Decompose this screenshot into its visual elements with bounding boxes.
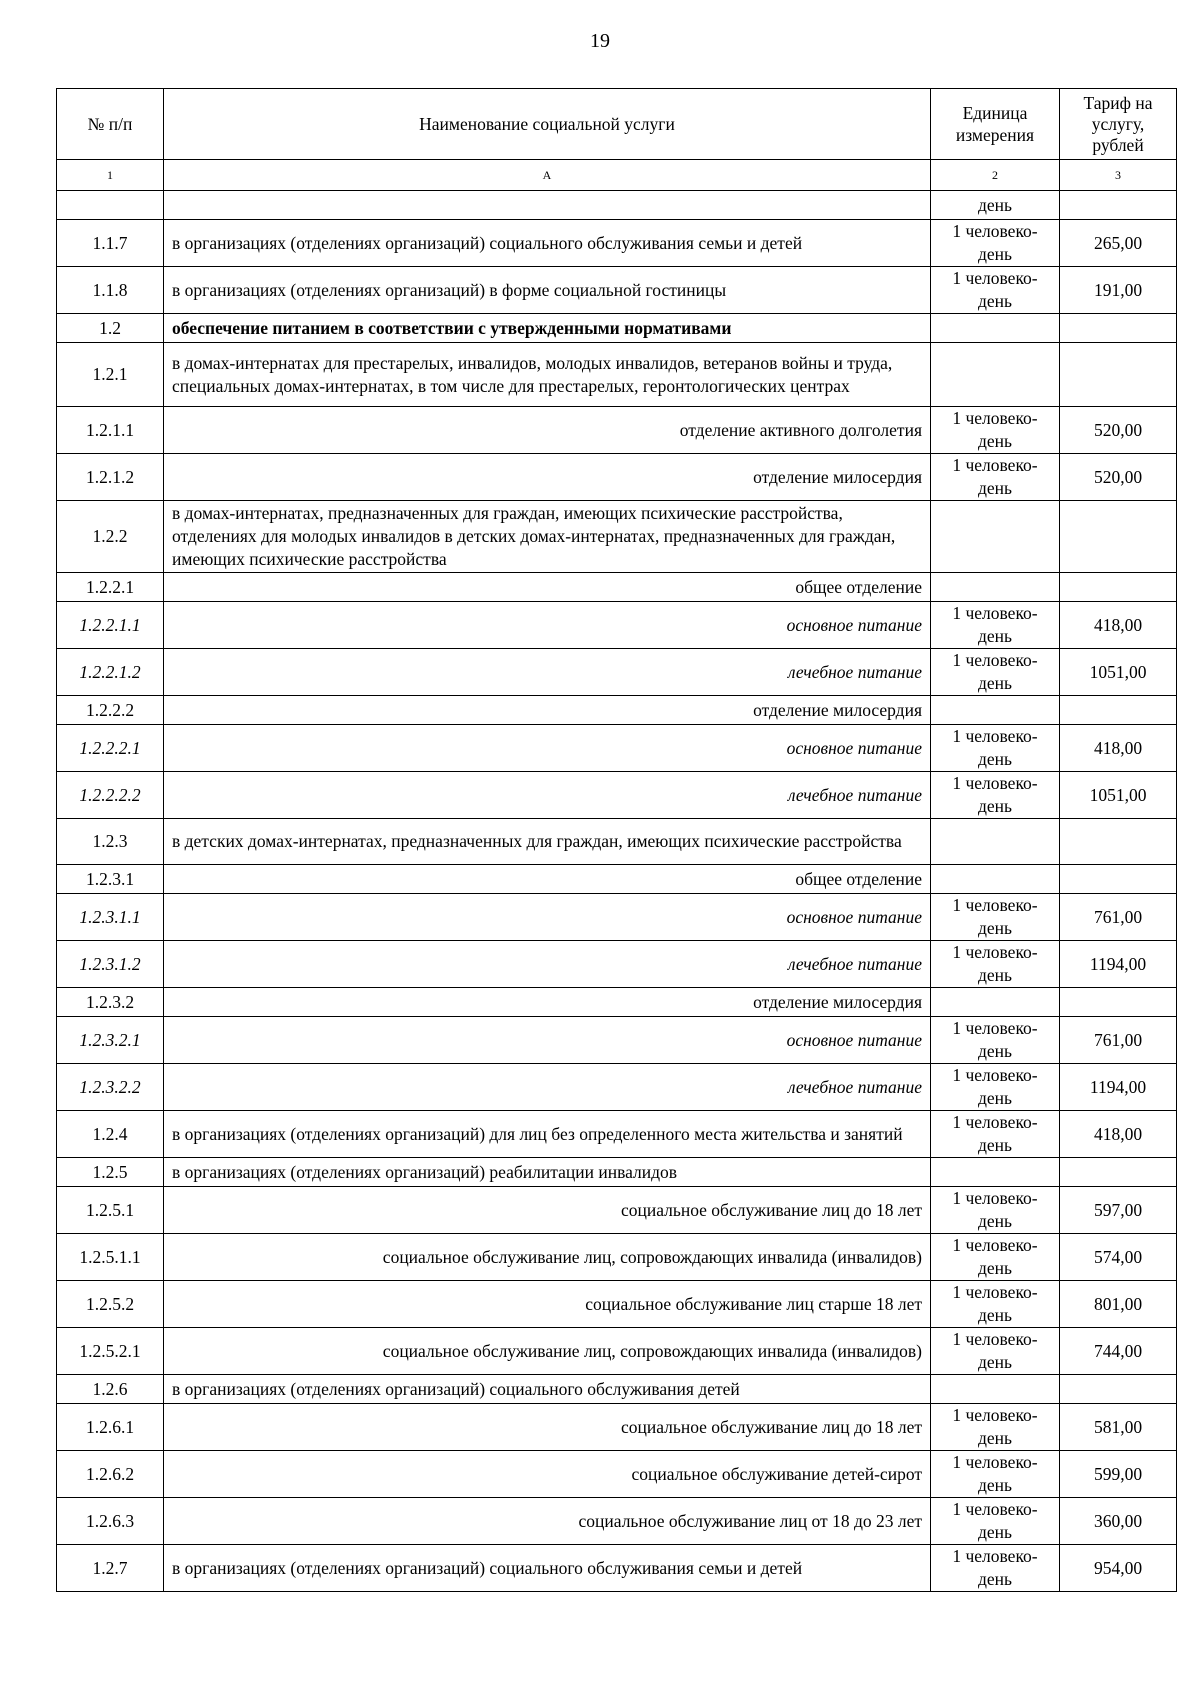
unit-of-measure <box>931 1158 1060 1187</box>
unit-of-measure: 1 человеко-день <box>931 1281 1060 1328</box>
row-number <box>57 191 164 220</box>
unit-of-measure <box>931 696 1060 725</box>
tariff-value <box>1060 988 1177 1017</box>
service-name: отделение милосердия <box>164 988 931 1017</box>
table-row <box>57 602 1177 649</box>
service-name: в организациях (отделениях организаций) для лиц без определенного места жительства и занятий <box>164 1111 931 1158</box>
table-row <box>57 865 1177 894</box>
unit-of-measure <box>931 501 1060 573</box>
unit-of-measure: 1 человеко-день <box>931 1328 1060 1375</box>
row-number: 1.2.7 <box>57 1545 164 1592</box>
tariff-value: 1051,00 <box>1060 649 1177 696</box>
table-row <box>57 1017 1177 1064</box>
service-name: основное питание <box>164 725 931 772</box>
table-row <box>57 819 1177 865</box>
table-row <box>57 1498 1177 1545</box>
unit-of-measure: 1 человеко-день <box>931 1545 1060 1592</box>
tariff-value: 1194,00 <box>1060 941 1177 988</box>
row-number: 1.2.2.2.1 <box>57 725 164 772</box>
tariff-value: 574,00 <box>1060 1234 1177 1281</box>
table-row <box>57 1234 1177 1281</box>
table-row <box>57 314 1177 343</box>
tariff-value <box>1060 343 1177 407</box>
service-name: общее отделение <box>164 865 931 894</box>
table-row <box>57 894 1177 941</box>
unit-of-measure: 1 человеко-день <box>931 1111 1060 1158</box>
row-number: 1.2.2 <box>57 501 164 573</box>
row-number: 1.2.1.2 <box>57 454 164 501</box>
service-name: основное питание <box>164 602 931 649</box>
row-number: 1.2.3.2.1 <box>57 1017 164 1064</box>
tariff-value: 597,00 <box>1060 1187 1177 1234</box>
tariff-value: 520,00 <box>1060 407 1177 454</box>
table-row <box>57 501 1177 573</box>
unit-of-measure <box>931 988 1060 1017</box>
index-unit: 2 <box>931 160 1060 191</box>
table-row <box>57 1281 1177 1328</box>
row-number: 1.2.6 <box>57 1375 164 1404</box>
row-number: 1.2.6.3 <box>57 1498 164 1545</box>
table-row <box>57 1404 1177 1451</box>
tariff-value: 1194,00 <box>1060 1064 1177 1111</box>
tariff-value <box>1060 865 1177 894</box>
unit-of-measure: 1 человеко-день <box>931 894 1060 941</box>
unit-of-measure <box>931 573 1060 602</box>
table-row <box>57 1158 1177 1187</box>
unit-of-measure: 1 человеко-день <box>931 941 1060 988</box>
service-name: социальное обслуживание лиц до 18 лет <box>164 1404 931 1451</box>
tariff-value <box>1060 191 1177 220</box>
row-number: 1.2.5.2 <box>57 1281 164 1328</box>
unit-of-measure: 1 человеко-день <box>931 602 1060 649</box>
header-service-name: Наименование социальной услуги <box>164 89 931 160</box>
service-name: отделение милосердия <box>164 696 931 725</box>
tariff-value: 360,00 <box>1060 1498 1177 1545</box>
service-name <box>164 191 931 220</box>
tariff-value: 191,00 <box>1060 267 1177 314</box>
table-row <box>57 1187 1177 1234</box>
table-row <box>57 1451 1177 1498</box>
tariff-value <box>1060 819 1177 865</box>
tariff-value: 744,00 <box>1060 1328 1177 1375</box>
row-number: 1.2.4 <box>57 1111 164 1158</box>
tariff-value <box>1060 501 1177 573</box>
service-name: социальное обслуживание лиц, сопровождающих инвалида (инвалидов) <box>164 1328 931 1375</box>
service-name: лечебное питание <box>164 941 931 988</box>
row-number: 1.2.2.1.1 <box>57 602 164 649</box>
table-row <box>57 988 1177 1017</box>
table-row <box>57 573 1177 602</box>
row-number: 1.2.1 <box>57 343 164 407</box>
table-row <box>57 1375 1177 1404</box>
service-name: в организациях (отделениях организаций) реабилитации инвалидов <box>164 1158 931 1187</box>
table-row <box>57 696 1177 725</box>
service-name: в организациях (отделениях организаций) социального обслуживания семьи и детей <box>164 220 931 267</box>
tariff-value <box>1060 1158 1177 1187</box>
service-name: общее отделение <box>164 573 931 602</box>
tariff-value: 418,00 <box>1060 602 1177 649</box>
unit-of-measure: 1 человеко-день <box>931 649 1060 696</box>
row-number: 1.2.5.1 <box>57 1187 164 1234</box>
table-row <box>57 772 1177 819</box>
header-num: № п/п <box>57 89 164 160</box>
row-number: 1.2.3.1 <box>57 865 164 894</box>
table-row <box>57 220 1177 267</box>
row-number: 1.2.3.1.1 <box>57 894 164 941</box>
tariff-value: 581,00 <box>1060 1404 1177 1451</box>
tariff-value <box>1060 573 1177 602</box>
service-name: в детских домах-интернатах, предназначенных для граждан, имеющих психические расстройства <box>164 819 931 865</box>
table-row <box>57 454 1177 501</box>
table-row <box>57 343 1177 407</box>
unit-of-measure: 1 человеко-день <box>931 1064 1060 1111</box>
unit-of-measure: 1 человеко-день <box>931 267 1060 314</box>
unit-of-measure <box>931 314 1060 343</box>
unit-of-measure: 1 человеко-день <box>931 725 1060 772</box>
unit-of-measure: 1 человеко-день <box>931 407 1060 454</box>
row-number: 1.2.3.1.2 <box>57 941 164 988</box>
index-tariff: 3 <box>1060 160 1177 191</box>
header-unit: Единица измерения <box>931 89 1060 160</box>
table-row <box>57 649 1177 696</box>
service-name: обеспечение питанием в соответствии с утвержденными нормативами <box>164 314 931 343</box>
tariff-value: 761,00 <box>1060 1017 1177 1064</box>
service-name: социальное обслуживание лиц до 18 лет <box>164 1187 931 1234</box>
row-number: 1.2.5 <box>57 1158 164 1187</box>
tariff-table <box>56 88 1177 1592</box>
row-number: 1.2.6.1 <box>57 1404 164 1451</box>
table-row <box>57 191 1177 220</box>
table-row <box>57 407 1177 454</box>
unit-of-measure <box>931 343 1060 407</box>
column-index-row <box>57 160 1177 191</box>
service-name: в организациях (отделениях организаций) социального обслуживания детей <box>164 1375 931 1404</box>
index-num: 1 <box>57 160 164 191</box>
row-number: 1.2.2.2.2 <box>57 772 164 819</box>
table-row <box>57 1545 1177 1592</box>
unit-of-measure: 1 человеко-день <box>931 1404 1060 1451</box>
row-number: 1.1.7 <box>57 220 164 267</box>
table-row <box>57 267 1177 314</box>
service-name: отделение милосердия <box>164 454 931 501</box>
service-name: в организациях (отделениях организаций) социального обслуживания семьи и детей <box>164 1545 931 1592</box>
unit-of-measure: 1 человеко-день <box>931 1017 1060 1064</box>
index-name: А <box>164 160 931 191</box>
row-number: 1.2.2.2 <box>57 696 164 725</box>
service-name: основное питание <box>164 1017 931 1064</box>
service-name: основное питание <box>164 894 931 941</box>
tariff-value: 954,00 <box>1060 1545 1177 1592</box>
unit-of-measure <box>931 865 1060 894</box>
tariff-value: 265,00 <box>1060 220 1177 267</box>
row-number: 1.2.5.1.1 <box>57 1234 164 1281</box>
service-name: социальное обслуживание лиц, сопровождающих инвалида (инвалидов) <box>164 1234 931 1281</box>
unit-of-measure: день <box>931 191 1060 220</box>
table-row <box>57 725 1177 772</box>
unit-of-measure: 1 человеко-день <box>931 220 1060 267</box>
table-row <box>57 941 1177 988</box>
table-row <box>57 1064 1177 1111</box>
row-number: 1.1.8 <box>57 267 164 314</box>
unit-of-measure <box>931 819 1060 865</box>
tariff-value: 801,00 <box>1060 1281 1177 1328</box>
tariff-value: 520,00 <box>1060 454 1177 501</box>
row-number: 1.2.3.2 <box>57 988 164 1017</box>
service-name: лечебное питание <box>164 772 931 819</box>
row-number: 1.2.6.2 <box>57 1451 164 1498</box>
row-number: 1.2.2.1 <box>57 573 164 602</box>
unit-of-measure <box>931 1375 1060 1404</box>
service-name: лечебное питание <box>164 649 931 696</box>
tariff-value <box>1060 1375 1177 1404</box>
table-header-row <box>57 89 1177 160</box>
table-body <box>57 191 1177 1592</box>
unit-of-measure: 1 человеко-день <box>931 454 1060 501</box>
unit-of-measure: 1 человеко-день <box>931 1234 1060 1281</box>
tariff-value <box>1060 696 1177 725</box>
service-name: в домах-интернатах, предназначенных для граждан, имеющих психические расстройства, отделениях для молодых инвалидов в детских домах-интернатах, предназначенных для граждан, имеющих психические расстройства <box>164 501 931 573</box>
tariff-value: 1051,00 <box>1060 772 1177 819</box>
unit-of-measure: 1 человеко-день <box>931 1451 1060 1498</box>
unit-of-measure: 1 человеко-день <box>931 1498 1060 1545</box>
tariff-value <box>1060 314 1177 343</box>
row-number: 1.2.3.2.2 <box>57 1064 164 1111</box>
row-number: 1.2 <box>57 314 164 343</box>
service-name: социальное обслуживание лиц старше 18 лет <box>164 1281 931 1328</box>
row-number: 1.2.2.1.2 <box>57 649 164 696</box>
table-row <box>57 1111 1177 1158</box>
unit-of-measure: 1 человеко-день <box>931 772 1060 819</box>
service-name: отделение активного долголетия <box>164 407 931 454</box>
service-name: лечебное питание <box>164 1064 931 1111</box>
service-name: социальное обслуживание лиц от 18 до 23 лет <box>164 1498 931 1545</box>
tariff-value: 599,00 <box>1060 1451 1177 1498</box>
unit-of-measure: 1 человеко-день <box>931 1187 1060 1234</box>
service-name: в организациях (отделениях организаций) в форме социальной гостиницы <box>164 267 931 314</box>
header-tariff: Тариф на услугу, рублей <box>1060 89 1177 160</box>
service-name: социальное обслуживание детей-сирот <box>164 1451 931 1498</box>
service-name: в домах-интернатах для престарелых, инвалидов, молодых инвалидов, ветеранов войны и труда, специальных домах-интернатах, в том числе для престарелых, геронтологических центрах <box>164 343 931 407</box>
page-number: 19 <box>590 30 610 52</box>
table-row <box>57 1328 1177 1375</box>
row-number: 1.2.5.2.1 <box>57 1328 164 1375</box>
row-number: 1.2.3 <box>57 819 164 865</box>
tariff-value: 418,00 <box>1060 725 1177 772</box>
tariff-value: 418,00 <box>1060 1111 1177 1158</box>
row-number: 1.2.1.1 <box>57 407 164 454</box>
tariff-value: 761,00 <box>1060 894 1177 941</box>
